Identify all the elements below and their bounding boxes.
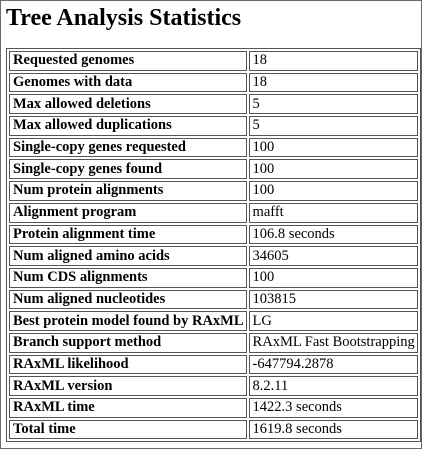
table-row [9,246,418,266]
stat-value: 18 [249,73,418,93]
table-row [9,355,418,375]
table-row [9,181,418,201]
stat-value: 34605 [249,246,418,266]
stat-value: 5 [249,116,418,136]
stat-value: 100 [249,138,418,158]
stat-label: Single-copy genes found [9,159,247,179]
stat-value: 106.8 seconds [249,225,418,245]
stat-label: Alignment program [9,203,247,223]
stat-value: 103815 [249,290,418,310]
table-row [9,225,418,245]
stats-table [6,48,421,442]
table-row [9,420,418,440]
stat-label: RAxML likelihood [9,355,247,375]
table-row [9,376,418,396]
stat-value: 18 [249,51,418,71]
table-row [9,159,418,179]
stat-label: Num CDS alignments [9,268,247,288]
stat-value: LG [249,311,418,331]
stat-label: Num aligned amino acids [9,246,247,266]
table-row [9,51,418,71]
stat-label: Total time [9,420,247,440]
table-row [9,116,418,136]
stat-label: RAxML time [9,398,247,418]
stat-label: Max allowed deletions [9,94,247,114]
stat-value: 8.2.11 [249,376,418,396]
table-row [9,333,418,353]
table-row [9,203,418,223]
table-row [9,94,418,114]
stat-label: Best protein model found by RAxML [9,311,247,331]
stat-label: Single-copy genes requested [9,138,247,158]
stat-label: Branch support method [9,333,247,353]
table-row [9,290,418,310]
stat-value: 1422.3 seconds [249,398,418,418]
table-row [9,398,418,418]
table-row [9,73,418,93]
stat-value: 5 [249,94,418,114]
stat-label: Max allowed duplications [9,116,247,136]
page-title: Tree Analysis Statistics [6,5,242,31]
stat-label: Num protein alignments [9,181,247,201]
stat-label: Protein alignment time [9,225,247,245]
stat-label: Num aligned nucleotides [9,290,247,310]
stat-value: RAxML Fast Bootstrapping [249,333,418,353]
stat-value: -647794.2878 [249,355,418,375]
table-row [9,138,418,158]
stat-value: 100 [249,159,418,179]
stat-value: 1619.8 seconds [249,420,418,440]
stat-label: Requested genomes [9,51,247,71]
table-row [9,311,418,331]
stat-label: RAxML version [9,376,247,396]
stat-value: 100 [249,268,418,288]
stat-value: mafft [249,203,418,223]
stat-value: 100 [249,181,418,201]
stat-label: Genomes with data [9,73,247,93]
table-row [9,268,418,288]
